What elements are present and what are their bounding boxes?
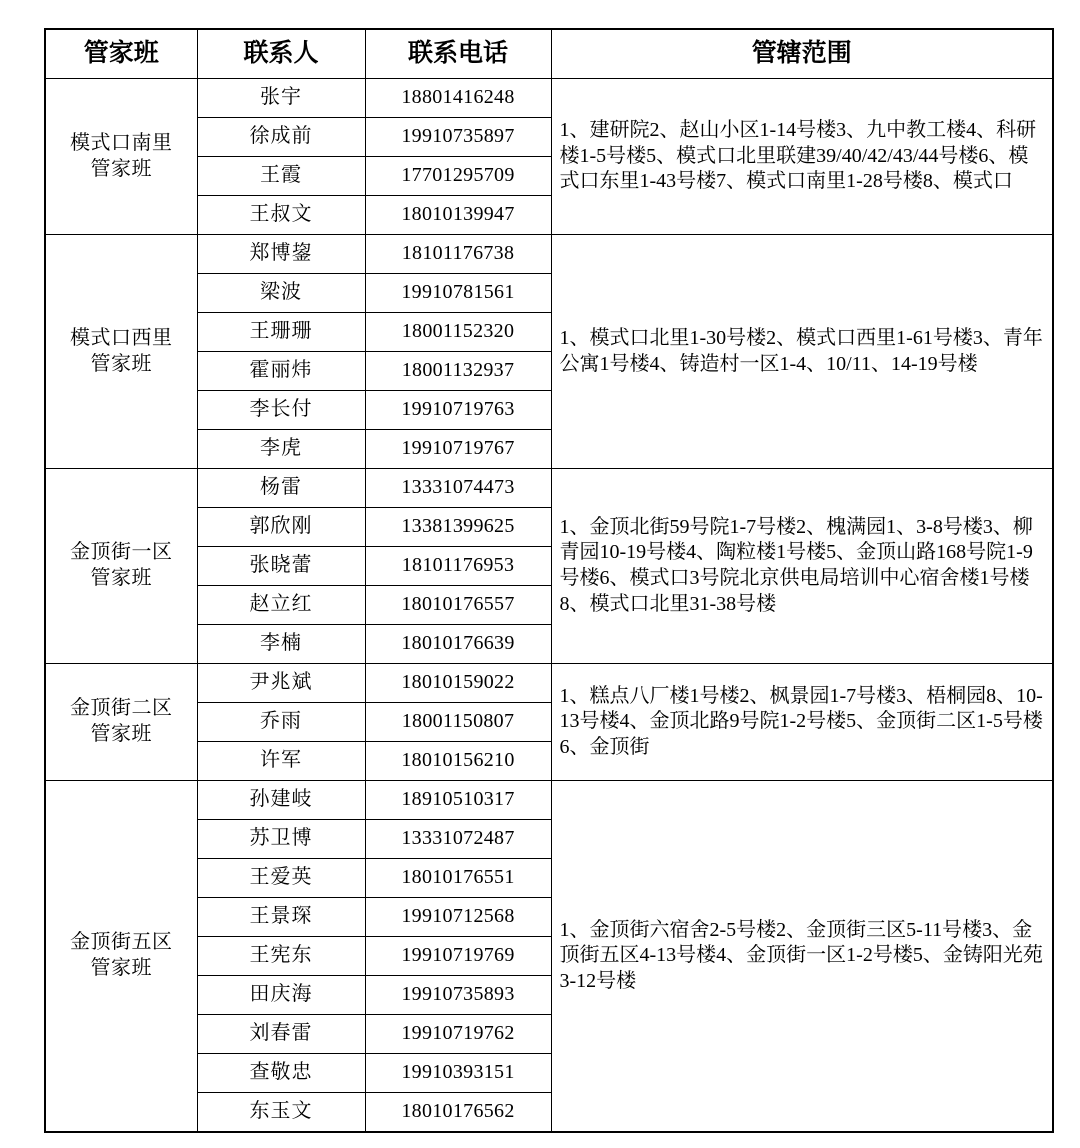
- contact-phone-cell: 13331074473: [365, 469, 551, 508]
- column-header-team: 管家班: [45, 29, 197, 79]
- steward-team-contact-table: [44, 28, 1054, 1133]
- column-header-contact: 联系人: [197, 29, 365, 79]
- table-body: [45, 79, 1053, 1133]
- contact-phone-cell: 18001132937: [365, 352, 551, 391]
- contact-phone-cell: 18101176953: [365, 547, 551, 586]
- table-header: [45, 29, 1053, 79]
- table-row: [45, 235, 1053, 274]
- contact-phone-cell: 19910735893: [365, 976, 551, 1015]
- contact-name-cell: 尹兆斌: [197, 664, 365, 703]
- jurisdiction-scope-cell: 1、金顶街六宿舍2-5号楼2、金顶街三区5-11号楼3、金顶街五区4-13号楼4、金顶街一区1-2号楼5、金铸阳光苑3-12号楼: [551, 781, 1053, 1133]
- table-header-row: [45, 29, 1053, 79]
- jurisdiction-scope-cell: 1、模式口北里1-30号楼2、模式口西里1-61号楼3、青年公寓1号楼4、铸造村一区1-4、10/11、14-19号楼: [551, 235, 1053, 469]
- contact-name-cell: 王珊珊: [197, 313, 365, 352]
- contact-phone-cell: 18010156210: [365, 742, 551, 781]
- contact-phone-cell: 19910393151: [365, 1054, 551, 1093]
- contact-phone-cell: 18101176738: [365, 235, 551, 274]
- contact-name-cell: 郭欣刚: [197, 508, 365, 547]
- contact-name-cell: 王霞: [197, 157, 365, 196]
- contact-name-cell: 霍丽炜: [197, 352, 365, 391]
- column-header-phone: 联系电话: [365, 29, 551, 79]
- contact-phone-cell: 18910510317: [365, 781, 551, 820]
- jurisdiction-scope-cell: 1、建研院2、赵山小区1-14号楼3、九中教工楼4、科研楼1-5号楼5、模式口北里联建39/40/42/43/44号楼6、模式口东里1-43号楼7、模式口南里1-28号楼8、模式口: [551, 79, 1053, 235]
- contact-phone-cell: 18010176639: [365, 625, 551, 664]
- contact-phone-cell: 19910781561: [365, 274, 551, 313]
- contact-name-cell: 王爱英: [197, 859, 365, 898]
- contact-name-cell: 徐成前: [197, 118, 365, 157]
- contact-name-cell: 刘春雷: [197, 1015, 365, 1054]
- contact-phone-cell: 13331072487: [365, 820, 551, 859]
- contact-name-cell: 李长付: [197, 391, 365, 430]
- table-row: [45, 469, 1053, 508]
- contact-phone-cell: 19910719762: [365, 1015, 551, 1054]
- contact-phone-cell: 19910719767: [365, 430, 551, 469]
- contact-phone-cell: 19910735897: [365, 118, 551, 157]
- contact-phone-cell: 18010159022: [365, 664, 551, 703]
- contact-name-cell: 孙建岐: [197, 781, 365, 820]
- contact-name-cell: 张晓蕾: [197, 547, 365, 586]
- contact-phone-cell: 18010176551: [365, 859, 551, 898]
- contact-phone-cell: 17701295709: [365, 157, 551, 196]
- contact-name-cell: 王宪东: [197, 937, 365, 976]
- contact-name-cell: 乔雨: [197, 703, 365, 742]
- contact-phone-cell: 18001150807: [365, 703, 551, 742]
- column-header-scope: 管辖范围: [551, 29, 1053, 79]
- contact-name-cell: 李楠: [197, 625, 365, 664]
- team-name-cell: 金顶街五区 管家班: [45, 781, 197, 1133]
- contact-name-cell: 李虎: [197, 430, 365, 469]
- contact-name-cell: 杨雷: [197, 469, 365, 508]
- contact-name-cell: 许军: [197, 742, 365, 781]
- table-row: [45, 664, 1053, 703]
- contact-phone-cell: 19910719769: [365, 937, 551, 976]
- jurisdiction-scope-cell: 1、金顶北街59号院1-7号楼2、槐满园1、3-8号楼3、柳青园10-19号楼4、陶粒楼1号楼5、金顶山路168号院1-9号楼6、模式口3号院北京供电局培训中心宿舍楼1号楼8、模式口北里31-38号楼: [551, 469, 1053, 664]
- contact-phone-cell: 18010176557: [365, 586, 551, 625]
- contact-name-cell: 王景琛: [197, 898, 365, 937]
- team-name-cell: 金顶街二区 管家班: [45, 664, 197, 781]
- contact-name-cell: 郑博鋆: [197, 235, 365, 274]
- contact-phone-cell: 18801416248: [365, 79, 551, 118]
- table-row: [45, 79, 1053, 118]
- contact-name-cell: 田庆海: [197, 976, 365, 1015]
- contact-phone-cell: 13381399625: [365, 508, 551, 547]
- contact-name-cell: 王叔文: [197, 196, 365, 235]
- jurisdiction-scope-cell: 1、糕点八厂楼1号楼2、枫景园1-7号楼3、梧桐园8、10-13号楼4、金顶北路9号院1-2号楼5、金顶街二区1-5号楼6、金顶街: [551, 664, 1053, 781]
- contact-name-cell: 梁波: [197, 274, 365, 313]
- contact-name-cell: 东玉文: [197, 1093, 365, 1133]
- contact-name-cell: 赵立红: [197, 586, 365, 625]
- contact-phone-cell: 18001152320: [365, 313, 551, 352]
- contact-name-cell: 苏卫博: [197, 820, 365, 859]
- contact-phone-cell: 19910719763: [365, 391, 551, 430]
- table-row: [45, 781, 1053, 820]
- team-name-cell: 模式口南里 管家班: [45, 79, 197, 235]
- team-name-cell: 模式口西里 管家班: [45, 235, 197, 469]
- team-name-cell: 金顶街一区 管家班: [45, 469, 197, 664]
- contact-phone-cell: 19910712568: [365, 898, 551, 937]
- contact-name-cell: 查敬忠: [197, 1054, 365, 1093]
- contact-phone-cell: 18010176562: [365, 1093, 551, 1133]
- contact-name-cell: 张宇: [197, 79, 365, 118]
- contact-phone-cell: 18010139947: [365, 196, 551, 235]
